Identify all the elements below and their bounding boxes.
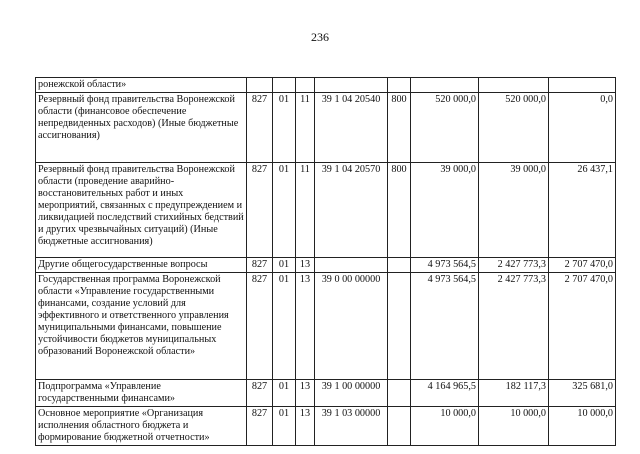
page-number: 236 [311,30,329,44]
row-expense-type-cell [388,78,411,93]
row-amount-year3-cell [549,78,616,93]
row-subsection-code-cell: 11 [296,93,315,163]
row-subsection-code-cell: 13 [296,258,315,273]
row-section-code-cell: 01 [273,273,296,380]
table-row [36,93,616,163]
row-amount-year3-cell: 2 707 470,0 [549,258,616,273]
row-amount-year2-cell: 182 117,3 [479,380,549,407]
row-subsection-code-cell: 13 [296,407,315,446]
row-name-cell: Резервный фонд правительства Воронежской области (финансовое обеспечение непредвиденных расходов) (Иные бюджетные ассигнования) [36,93,247,163]
row-section-code-cell: 01 [273,163,296,258]
row-amount-year1-cell: 4 973 564,5 [411,258,479,273]
row-expense-type-cell: 800 [388,93,411,163]
row-section-code-cell: 01 [273,258,296,273]
row-grbs-code-cell: 827 [247,407,273,446]
row-expense-type-cell [388,258,411,273]
row-amount-year2-cell: 10 000,0 [479,407,549,446]
row-target-article-cell [315,258,388,273]
row-target-article-cell [315,78,388,93]
row-subsection-code-cell: 13 [296,273,315,380]
row-subsection-code-cell: 11 [296,163,315,258]
row-amount-year2-cell [479,78,549,93]
row-target-article-cell: 39 1 04 20570 [315,163,388,258]
row-name-cell: Государственная программа Воронежской области «Управление государственными финансами, создание условий для эффективного и ответственного управления муниципальными финансами, повышение устойчивости бюджетов муниципальных образований Воронежской области» [36,273,247,380]
row-amount-year1-cell: 4 973 564,5 [411,273,479,380]
row-name-cell: Основное мероприятие «Организация исполнения областного бюджета и формирование бюджетной отчетности» [36,407,247,446]
budget-table [35,77,616,446]
budget-table-body [36,78,616,446]
row-amount-year3-cell: 325 681,0 [549,380,616,407]
row-section-code-cell: 01 [273,380,296,407]
row-grbs-code-cell: 827 [247,273,273,380]
row-expense-type-cell [388,380,411,407]
row-expense-type-cell: 800 [388,163,411,258]
row-amount-year3-cell: 0,0 [549,93,616,163]
row-target-article-cell: 39 1 03 00000 [315,407,388,446]
row-amount-year3-cell: 10 000,0 [549,407,616,446]
table-row [36,78,616,93]
row-grbs-code-cell: 827 [247,380,273,407]
row-amount-year2-cell: 520 000,0 [479,93,549,163]
table-row [36,258,616,273]
row-grbs-code-cell [247,78,273,93]
row-amount-year2-cell: 2 427 773,3 [479,258,549,273]
row-section-code-cell: 01 [273,93,296,163]
row-subsection-code-cell [296,78,315,93]
row-grbs-code-cell: 827 [247,258,273,273]
row-target-article-cell: 39 1 04 20540 [315,93,388,163]
row-name-cell: Резервный фонд правительства Воронежской области (проведение аварийно-восстановительных работ и иных мероприятий, связанных с предупреждением и ликвидацией последствий стихийных бедствий и других чрезвычайных ситуаций) (Иные бюджетные ассигнования) [36,163,247,258]
table-row [36,407,616,446]
table-row [36,380,616,407]
row-amount-year1-cell: 4 164 965,5 [411,380,479,407]
row-amount-year2-cell: 2 427 773,3 [479,273,549,380]
row-amount-year1-cell: 39 000,0 [411,163,479,258]
row-amount-year2-cell: 39 000,0 [479,163,549,258]
table-row [36,163,616,258]
row-section-code-cell: 01 [273,407,296,446]
table-row [36,273,616,380]
row-amount-year3-cell: 2 707 470,0 [549,273,616,380]
row-grbs-code-cell: 827 [247,163,273,258]
row-expense-type-cell [388,407,411,446]
row-expense-type-cell [388,273,411,380]
row-name-cell: ронежской области» [36,78,247,93]
row-amount-year1-cell [411,78,479,93]
row-grbs-code-cell: 827 [247,93,273,163]
row-target-article-cell: 39 1 00 00000 [315,380,388,407]
row-amount-year1-cell: 10 000,0 [411,407,479,446]
row-name-cell: Другие общегосударственные вопросы [36,258,247,273]
row-target-article-cell: 39 0 00 00000 [315,273,388,380]
row-name-cell: Подпрограмма «Управление государственными финансами» [36,380,247,407]
row-section-code-cell [273,78,296,93]
row-amount-year3-cell: 26 437,1 [549,163,616,258]
row-amount-year1-cell: 520 000,0 [411,93,479,163]
row-subsection-code-cell: 13 [296,380,315,407]
